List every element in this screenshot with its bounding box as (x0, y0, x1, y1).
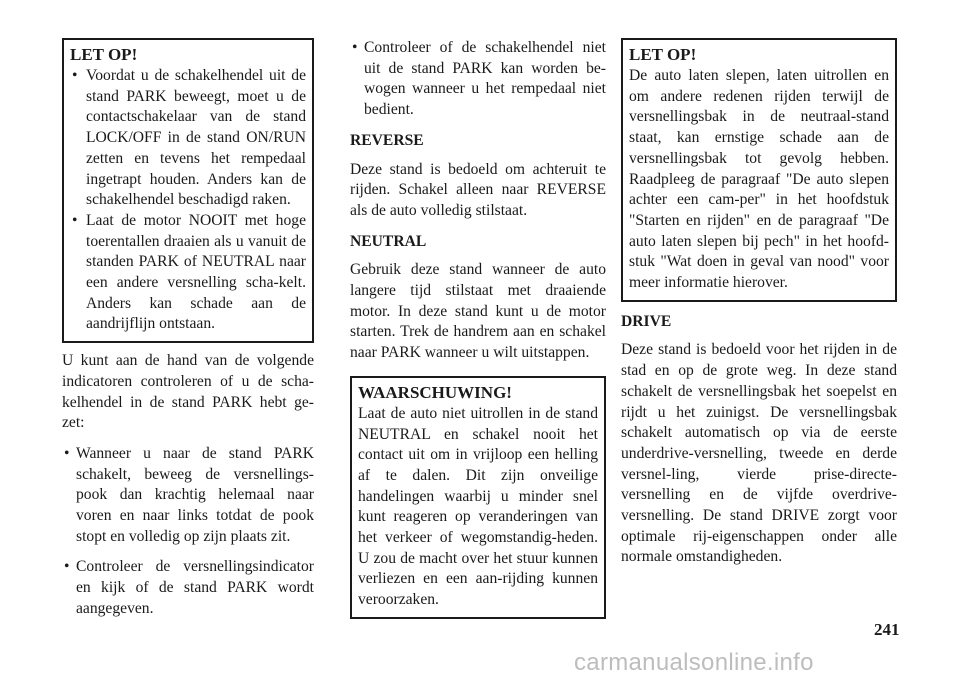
page-number: 241 (874, 620, 900, 639)
reverse-heading: REVERSE (350, 131, 424, 149)
warning-text: Laat de auto niet uitrollen in de stand NEUTRAL en schakel nooit het contact uit om in vrijloop een helling af te dalen. Dit zijn onveilige handelingen waarbij u minder snel kunt reageren op veranderingen van het verkeer of wegomstandig-heden. U zou de macht over het stuur kunnen verliezen en een aan-rijding kunnen veroorzaken. (358, 404, 598, 609)
watermark: carmanualsonline.info (574, 649, 814, 676)
reverse-text: Deze stand is bedoeld om achteruit te rijden. Schakel alleen naar REVERSE als de auto volledig stilstaat. (350, 160, 606, 219)
caution-title: LET OP! (629, 45, 697, 64)
column-right (621, 38, 897, 568)
park-check-bullet: • Controleer of de schakelhendel niet uit de stand PARK kan worden be-wogen wanneer u het rempedaal niet bedient. (350, 38, 606, 121)
caution-text: De auto laten slepen, laten uitrollen en om andere redenen rijden terwijl de versnellingsbak in de neutraal-stand staat, kan ernstige schade aan de versnellingsbak tot gevolg hebben. Raadpleeg de paragraaf "De auto slepen achter een cam-per" in het hoofdstuk "Starten en rijden" en de paragraaf "De auto laten slepen bij pech" in het hoofd-stuk "Wat doen in geval van nood" voor meer informatie hierover. (629, 67, 889, 292)
caution-bullet-list (70, 66, 306, 335)
caution-bullet: • Voordat u de schakelhendel uit de stand PARK beweegt, moet u de contactschakelaar van de stand LOCK/OFF in de stand ON/RUN zetten en tevens het rempedaal ingetrapt houden. Anders kan de schakelhendel beschadigd raken. (70, 66, 306, 211)
caution-box-left (62, 38, 314, 343)
park-check-bullet: • Controleer de versnellingsindicator en kijk of de stand PARK wordt aangegeven. (62, 557, 314, 619)
warning-title: WAARSCHUWING! (358, 382, 512, 402)
caution-title: LET OP! (70, 45, 138, 64)
neutral-text: Gebruik deze stand wanneer de auto langere tijd stilstaat met draaiende motor. In deze stand kunt u de motor starten. Trek de handrem aan en schakel naar PARK wanneer u wilt uitstappen. (350, 261, 606, 362)
caution-box-right (621, 38, 897, 302)
park-intro-text: U kunt aan de hand van de volgende indicatoren controleren of u de scha-kelhendel in de stand PARK hebt ge-zet: (62, 352, 314, 432)
park-check-list (62, 444, 314, 620)
park-check-list-cont (350, 38, 606, 121)
warning-box (350, 376, 606, 619)
column-middle (350, 38, 606, 619)
caution-bullet: • Laat de motor NOOIT met hoge toerentallen draaien als u vanuit de standen PARK of NEUTRAL naar een andere versnelling scha-kelt. Anders kan schade aan de aandrijflijn ontstaan. (70, 211, 306, 335)
park-check-bullet: • Wanneer u naar de stand PARK schakelt, beweeg de versnellings-pook dan krachtig helemaal naar voren en naar links totdat de pook stopt en volledig op zijn plaats zit. (62, 444, 314, 548)
drive-heading: DRIVE (621, 312, 672, 330)
drive-text: Deze stand is bedoeld voor het rijden in de stad en op de grote weg. In deze stand schakelt de versnellingsbak het soepelst en rijdt u het zuinigst. De versnellingsbak schakelt automatisch op via de eerste underdrive-versnelling, tweede en derde versnel-ling, vierde prise-directe-versnelling en de vijfde overdrive-versnelling. De stand DRIVE zorgt voor optimale rij-eigenschappen onder alle normale omstandigheden. (621, 341, 897, 566)
column-left (62, 38, 314, 620)
neutral-heading: NEUTRAL (350, 232, 427, 250)
